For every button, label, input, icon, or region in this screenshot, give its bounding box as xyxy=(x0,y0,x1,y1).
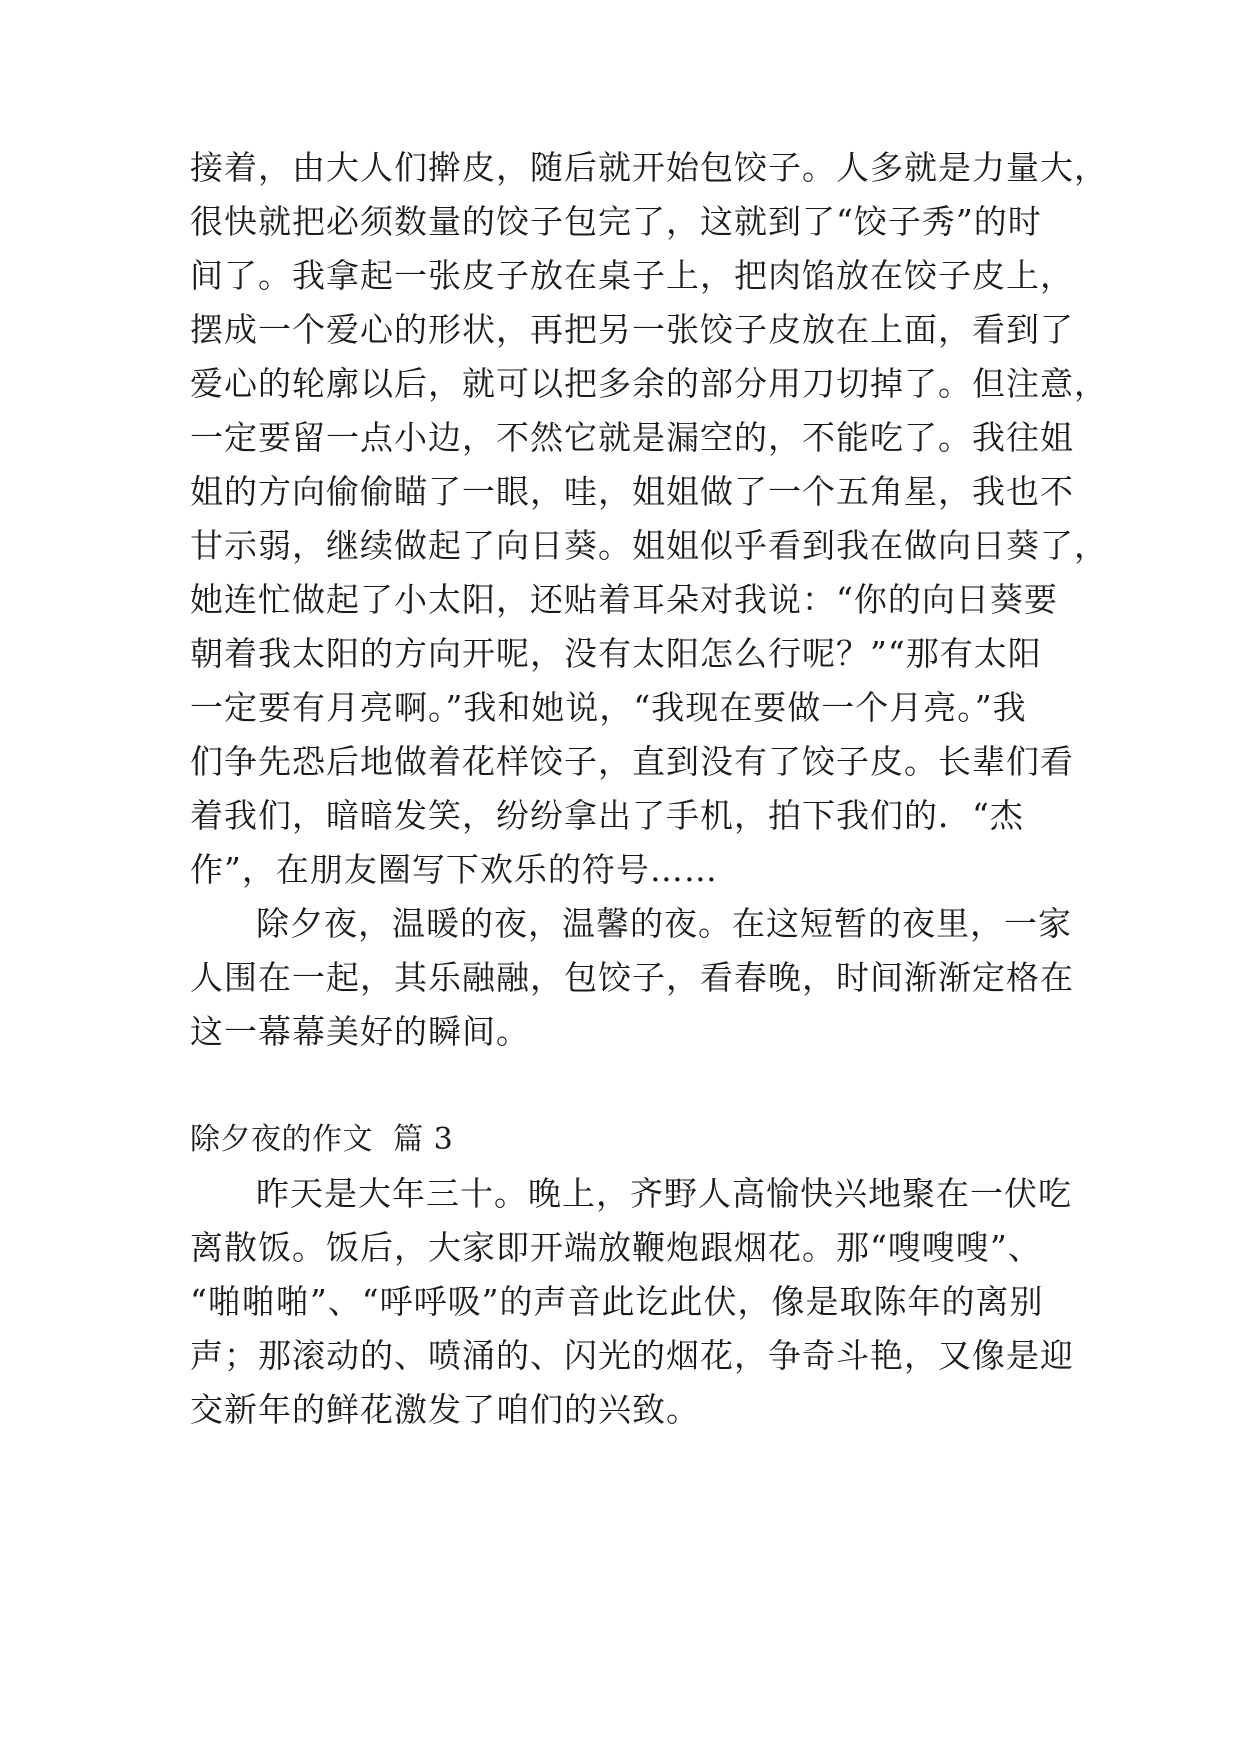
paragraph-1-line: 间了。我拿起一张皮子放在桌子上，把肉馅放在饺子皮上， xyxy=(190,256,1074,295)
section-title: 除夕夜的作文 篇 3 xyxy=(190,1122,454,1157)
paragraph-1-line: 们争先恐后地做着花样饺子，直到没有了饺子皮。长辈们看 xyxy=(190,742,1074,781)
paragraph-3-line: 声；那滚动的、喷涌的、闪光的烟花，争奇斗艳，又像是迎 xyxy=(190,1336,1074,1375)
paragraph-1-line: 很快就把必须数量的饺子包完了，这就到了“饺子秀”的时 xyxy=(190,202,1042,241)
paragraph-1-line: 着我们，暗暗发笑，纷纷拿出了手机，拍下我们的．“杰 xyxy=(190,796,1024,835)
paragraph-1-line: 摆成一个爱心的形状，再把另一张饺子皮放在上面，看到了 xyxy=(190,310,1074,349)
paragraph-3-line: 离散饭。饭后，大家即开端放鞭炮跟烟花。那“嗖嗖嗖”、 xyxy=(190,1228,1042,1267)
paragraph-2-line: 人围在一起，其乐融融，包饺子，看春晚，时间渐渐定格在 xyxy=(190,958,1074,997)
paragraph-2-line: 除夕夜，温暖的夜，温馨的夜。在这短暂的夜里，一家 xyxy=(256,904,1072,943)
paragraph-1-line: 她连忙做起了小太阳，还贴着耳朵对我说：“你的向日葵要 xyxy=(190,580,1058,619)
paragraph-3-line: 交新年的鲜花激发了咱们的兴致。 xyxy=(190,1390,700,1429)
paragraph-1-line: 甘示弱，继续做起了向日葵。姐姐似乎看到我在做向日葵了， xyxy=(190,526,1108,565)
paragraph-2-line: 这一幕幕美好的瞬间。 xyxy=(190,1012,530,1051)
paragraph-1-line: 一定要有月亮啊。”我和她说，“我现在要做一个月亮。”我 xyxy=(190,688,1027,727)
paragraph-1-line: 作”，在朋友圈写下欢乐的符号…… xyxy=(190,850,718,889)
paragraph-3-line: 昨天是大年三十。晚上，齐野人高愉快兴地聚在一伏吃 xyxy=(256,1174,1072,1213)
paragraph-1-line: 接着，由大人们擀皮，随后就开始包饺子。人多就是力量大， xyxy=(190,148,1108,187)
paragraph-1-line: 爱心的轮廓以后，就可以把多余的部分用刀切掉了。但注意， xyxy=(190,364,1108,403)
paragraph-1-line: 姐的方向偷偷瞄了一眼，哇，姐姐做了一个五角星，我也不 xyxy=(190,472,1074,511)
paragraph-1-line: 朝着我太阳的方向开呢，没有太阳怎么行呢？”“那有太阳 xyxy=(190,634,1042,673)
paragraph-3-line: “啪啪啪”、“呼呼吸”的声音此讫此伏，像是取陈年的离别 xyxy=(190,1282,1044,1321)
paragraph-1-line: 一定要留一点小边，不然它就是漏空的，不能吃了。我往姐 xyxy=(190,418,1074,457)
